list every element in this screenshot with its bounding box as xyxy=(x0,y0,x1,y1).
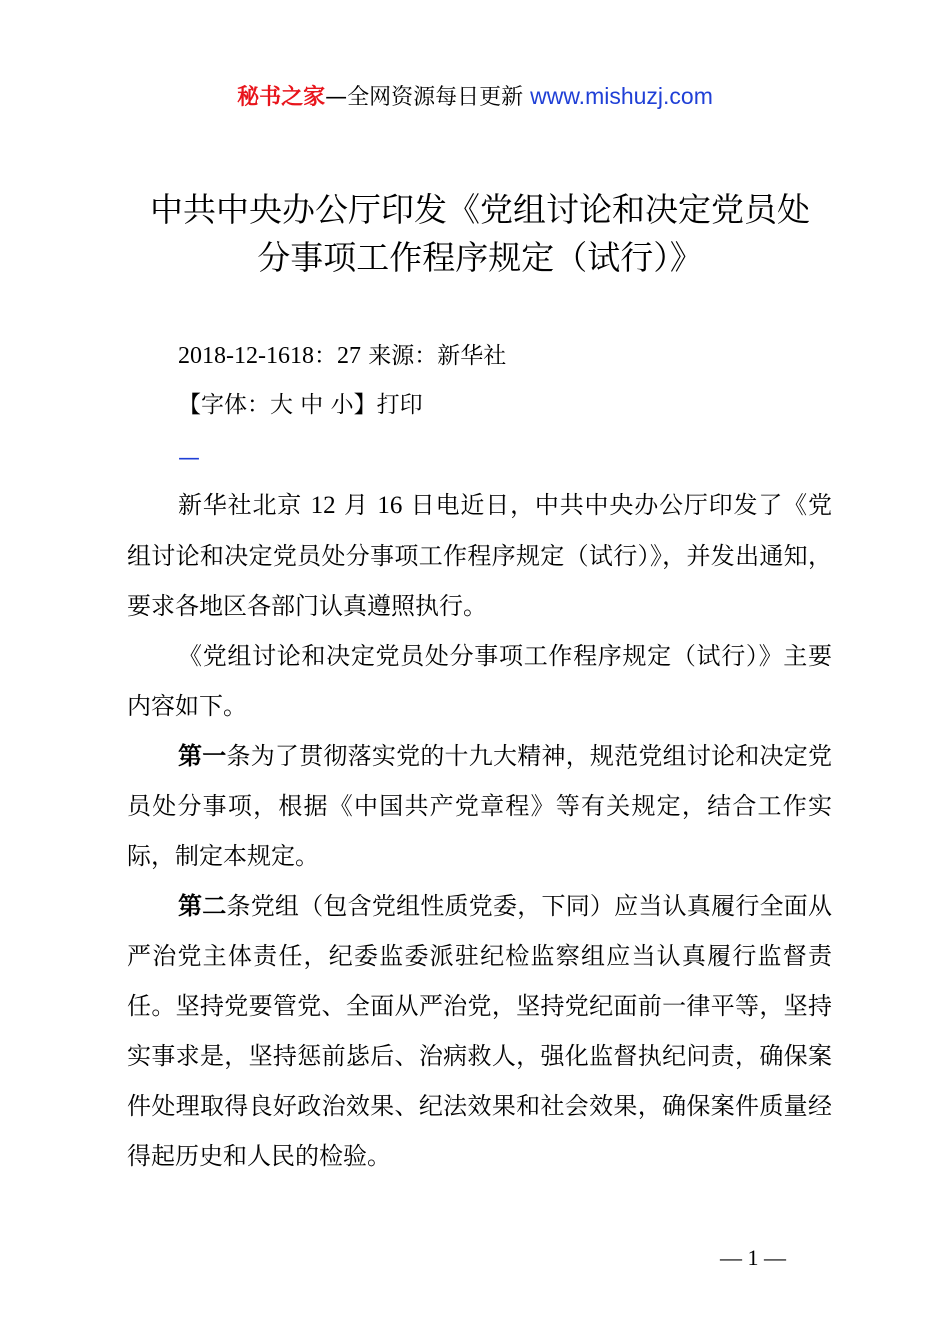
p1-day: 16 xyxy=(377,492,403,519)
paragraph-1 xyxy=(127,480,832,631)
separator-dash: — xyxy=(178,446,200,471)
article-1-label: 第一 xyxy=(178,742,227,770)
paragraph-4 xyxy=(127,881,832,1181)
paragraph-2: 《党组讨论和决定党员处分事项工作程序规定（试行）》主要内容如下。 xyxy=(127,642,832,720)
p1-month: 12 xyxy=(310,492,336,519)
site-url-link[interactable]: www.mishuzj.com xyxy=(530,83,713,109)
title-line-1: 中共中央办公厅印发《党组讨论和决定党员处 xyxy=(150,190,810,229)
publish-minute: 27 xyxy=(336,343,361,369)
article-2-text: 条党组（包含党组性质党委，下同）应当认真履行全面从严治党主体责任，纪委监委派驻纪检监察组应当认真履行监督责任。坚持党要管党、全面从严治党，坚持党纪面前一律平等，坚持实事求是，坚持惩前毖后、治病救人，强化监督执纪问责，确保案件处理取得良好政治效果、纪法效果和社会效果，确保案件质量经得起历史和人民的检验。 xyxy=(127,892,833,1170)
site-banner xyxy=(0,80,950,114)
brand-name: 秘书之家 xyxy=(237,85,326,110)
article-2-label: 第二 xyxy=(178,892,227,920)
document-title xyxy=(120,186,840,282)
title-line-2: 分事项工作程序规定（试行）》 xyxy=(257,238,703,277)
p1-text-b: 月 xyxy=(335,491,378,519)
article-body xyxy=(127,480,832,1181)
font-size-controls[interactable]: 【字体：大 中 小】打印 xyxy=(178,392,423,418)
p1-text-a: 新华社北京 xyxy=(178,491,311,519)
article-1-text: 条为了贯彻落实党的十九大精神，规范党组讨论和决定党员处分事项，根据《中国共产党章程》等有关规定，结合工作实际，制定本规定。 xyxy=(127,742,833,870)
publish-info xyxy=(178,341,506,371)
source-label: 来源：新华社 xyxy=(360,343,507,369)
paragraph-3 xyxy=(127,731,832,881)
page-number: — 1 — xyxy=(720,1245,786,1270)
banner-tagline: —全网资源每日更新 xyxy=(325,85,531,110)
publish-date: 2018-12-1618 xyxy=(178,343,314,369)
p1-text-c: 日电近日，中共中央办公厅印发了《党组讨论和决定党员处分事项工作程序规定（试行）》，并发出通知，要求各地区各部门认真遵照执行。 xyxy=(127,491,832,620)
time-separator: ： xyxy=(313,343,337,369)
